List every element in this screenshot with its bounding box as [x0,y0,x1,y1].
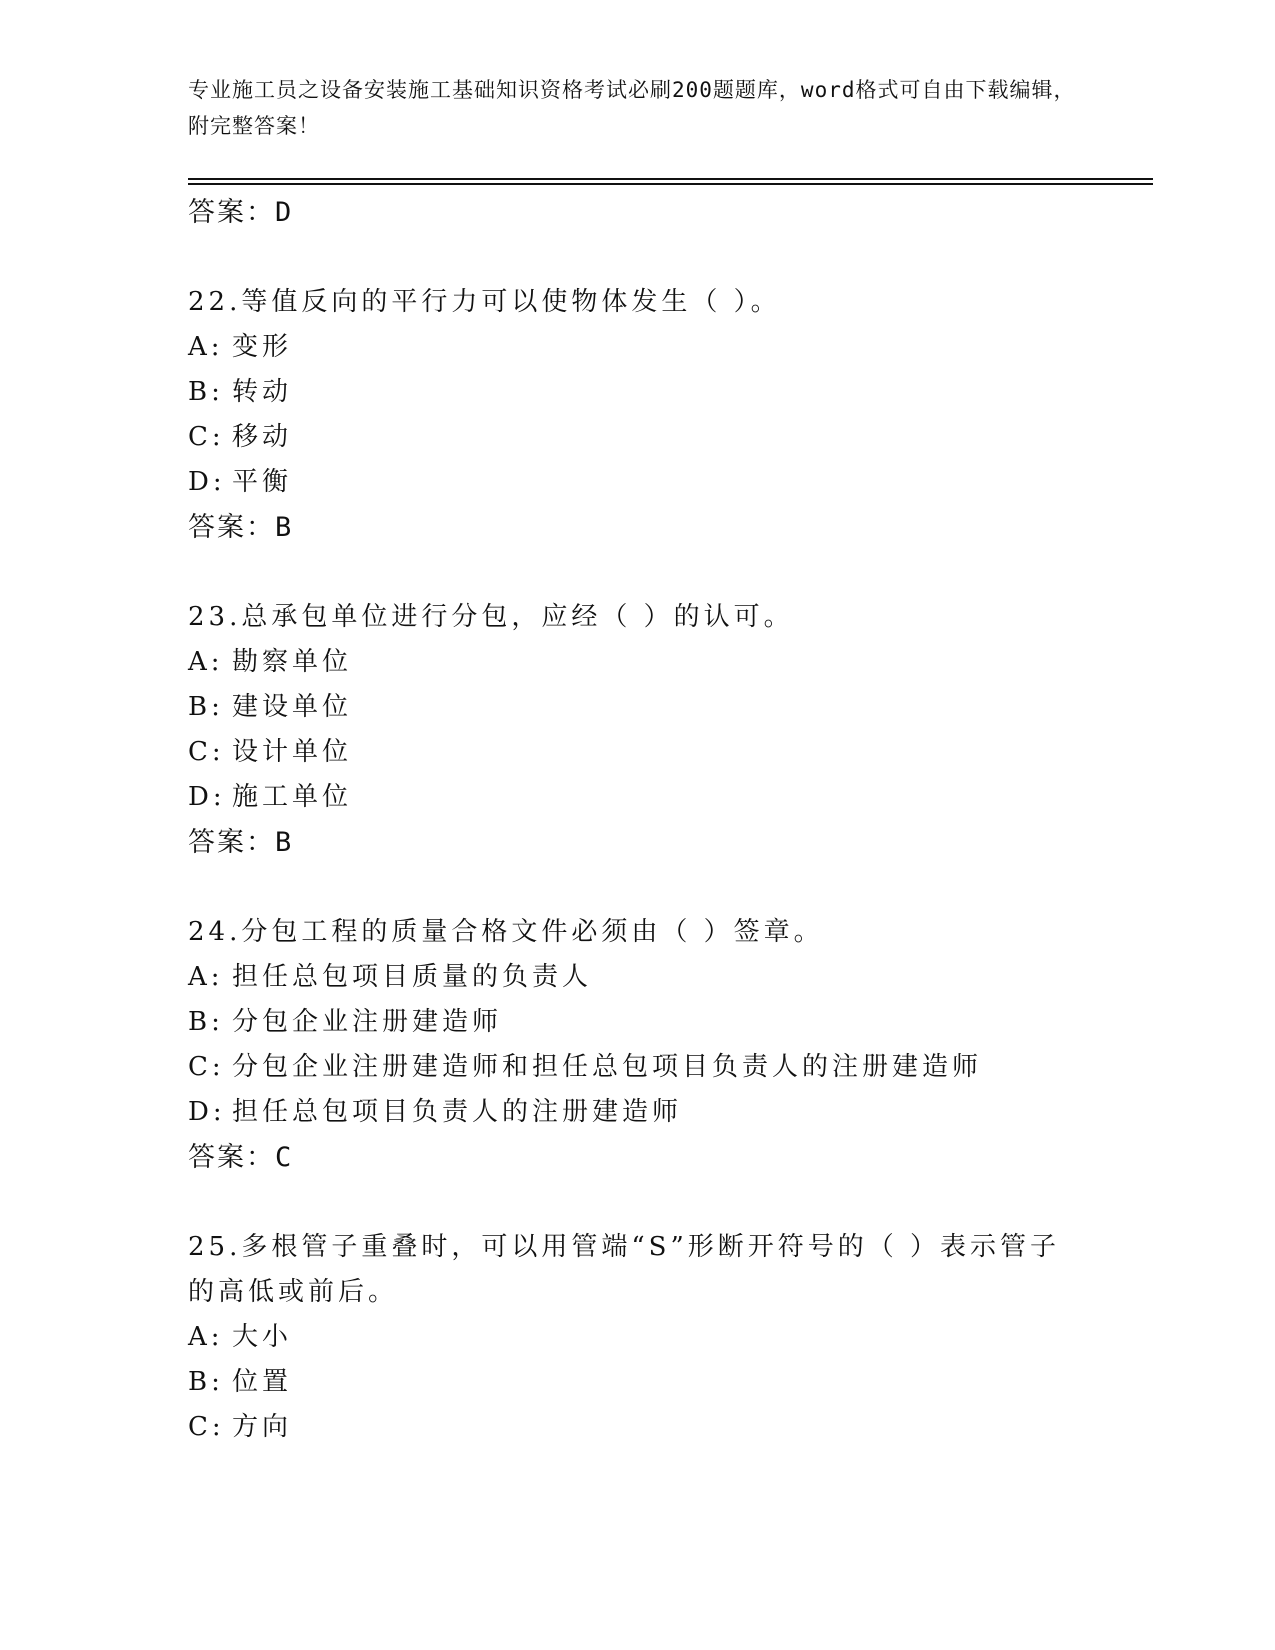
option-label: D: [188,467,226,497]
option-label: B: [188,1367,224,1397]
option-c [188,730,1088,775]
option-label: B: [188,377,224,407]
option-d [188,775,1088,820]
option-c [188,415,1088,460]
answer-label: 答案： [188,1142,275,1173]
option-label: A: [188,647,224,677]
answer-label: 答案： [188,197,275,228]
option-b [188,1360,1088,1405]
option-a [188,955,1088,1000]
option-label: C: [188,1052,225,1082]
option-text: 分包企业注册建造师和担任总包项目负责人的注册建造师 [232,1052,983,1082]
option-b [188,1000,1088,1045]
option-label: D: [188,1097,226,1127]
option-text: 施工单位 [232,782,353,812]
option-label: A: [188,1322,224,1352]
option-label: C: [188,422,225,452]
option-label: B: [188,692,224,722]
option-label: C: [188,737,225,767]
option-text: 转动 [232,377,293,407]
option-text: 担任总包项目负责人的注册建造师 [232,1097,683,1127]
option-d [188,460,1088,505]
question-stem: 22.等值反向的平行力可以使物体发生（ ）。 [188,287,781,317]
option-text: 建设单位 [232,692,353,722]
option-b [188,685,1088,730]
option-label: D: [188,782,226,812]
answer-line [188,820,1088,866]
header-rule-top [188,178,1153,180]
question-25 [188,1225,1088,1450]
answer-line [188,505,1088,551]
option-a [188,640,1088,685]
question-22 [188,280,1088,551]
question-list [188,190,1088,1450]
option-c [188,1405,1088,1450]
option-text: 分包企业注册建造师 [232,1007,503,1037]
document-title: 专业施工员之设备安装施工基础知识资格考试必刷200题题库，word格式可自由下载编辑，附完整答案！ [188,78,1076,138]
option-text: 变形 [232,332,293,362]
question-24 [188,910,1088,1181]
option-d [188,1090,1088,1135]
question-stem: 24.分包工程的质量合格文件必须由（ ）签章。 [188,917,824,947]
option-label: B: [188,1007,224,1037]
option-a [188,1315,1088,1360]
option-label: A: [188,332,224,362]
answer-value: B [275,827,294,858]
question-23 [188,595,1088,866]
option-c [188,1045,1088,1090]
option-text: 位置 [232,1367,293,1397]
answer-line [188,1135,1088,1181]
answer-line [188,190,1088,236]
option-b [188,370,1088,415]
document-header [188,72,1088,144]
option-text: 设计单位 [232,737,353,767]
header-rule-bottom [188,183,1153,185]
answer-label: 答案： [188,827,275,858]
option-text: 方向 [232,1412,293,1442]
option-text: 移动 [232,422,293,452]
answer-label: 答案： [188,512,275,543]
option-text: 平衡 [232,467,293,497]
question-stem: 23.总承包单位进行分包，应经（ ）的认可。 [188,602,794,632]
option-label: A: [188,962,224,992]
option-text: 勘察单位 [232,647,353,677]
answer-value: D [275,197,294,228]
answer-value: C [275,1142,294,1173]
option-label: C: [188,1412,225,1442]
answer-value: B [275,512,294,543]
option-a [188,325,1088,370]
option-text: 担任总包项目质量的负责人 [232,962,593,992]
question-stem: 25.多根管子重叠时，可以用管端“S”形断开符号的（ ）表示管子的高低或前后。 [188,1232,1061,1307]
option-text: 大小 [232,1322,293,1352]
